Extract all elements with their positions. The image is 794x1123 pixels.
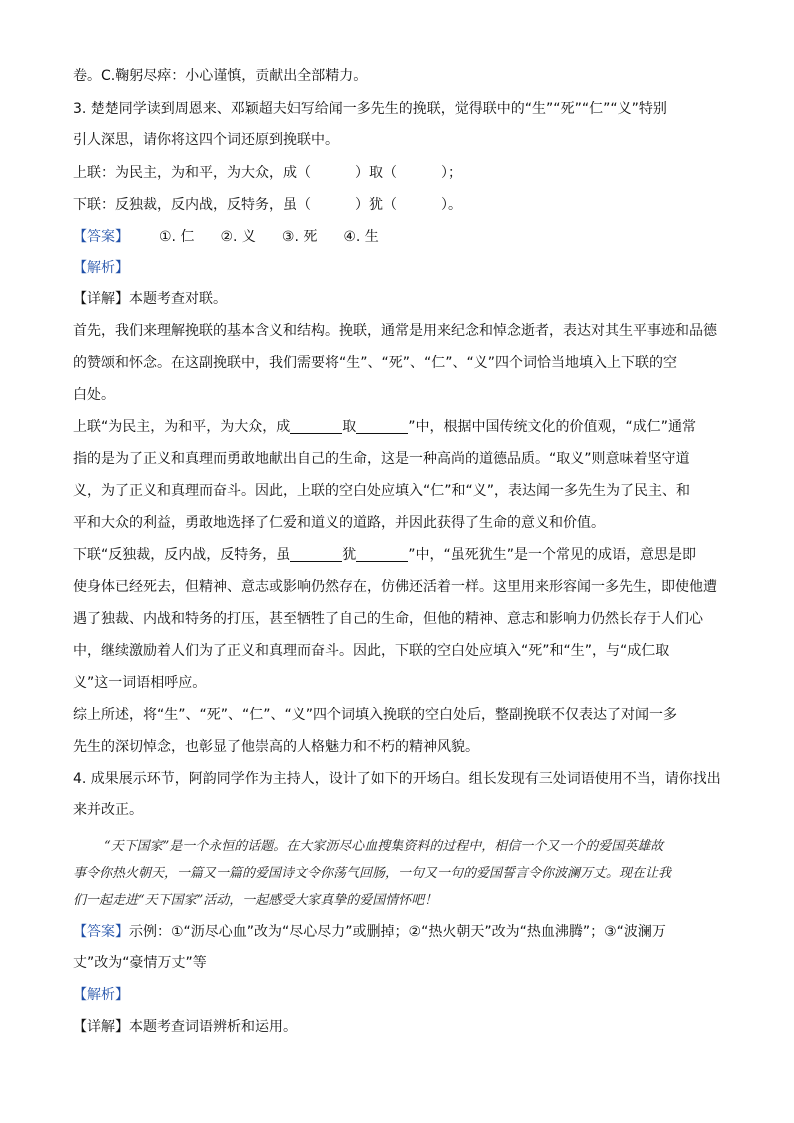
couplet-upper-part: 上联：为民主，为和平，为大众，成（ <box>73 165 311 181</box>
answer-text: 丈”改为“豪情万丈”等 <box>73 955 207 971</box>
quote-line: 们一起走进“天下国家”活动，一起感受大家真挚的爱国情怀吧！ <box>73 893 438 908</box>
paragraph-line: 首先，我们来理解挽联的基本含义和结构。挽联，通常是用来纪念和悼念逝者，表达对其生平事迹和品德 <box>73 323 717 339</box>
couplet-upper-part: ）取（ <box>355 165 397 181</box>
paragraph-line: 白处。 <box>73 387 115 403</box>
fill-blank <box>356 419 408 434</box>
analysis-label: 【解析】 <box>73 260 129 276</box>
text-line: 卷。C.鞠躬尽瘁：小心谨慎，贡献出全部精力。 <box>73 68 368 84</box>
analysis-label: 【解析】 <box>73 987 129 1003</box>
paragraph-line: 综上所述，将“生”、“死”、“仁”、“义”四个词填入挽联的空白处后，整副挽联不仅表达了对闻一多 <box>73 707 678 723</box>
detail-label: 【详解】 <box>73 1019 129 1035</box>
answer-item: ①. 仁 <box>159 229 195 245</box>
paragraph-line: 先生的深切悼念，也彰显了他崇高的人格魅力和不朽的精神风貌。 <box>73 739 479 755</box>
paragraph-line: 指的是为了正义和真理而勇敢地献出自己的生命，这是一种高尚的道德品质。“取义”则意味着坚守道 <box>73 451 690 467</box>
quote-line: “天下国家”是一个永恒的话题。在大家沥尽心血搜集资料的过程中，相信一个又一个的爱国英雄故 <box>104 839 664 854</box>
answer-label: 【答案】 <box>73 924 129 940</box>
paragraph-line: 使身体已经死去，但精神、意志或影响仍然存在，仿佛还活着一样。这里用来形容闻一多先生，即使他遭 <box>73 579 717 595</box>
fill-blank <box>290 547 342 562</box>
question-3-text: 3. 楚楚同学读到周恩来、邓颖超夫妇写给闻一多先生的挽联，觉得联中的“生”“死”“仁”“义”特别 <box>73 101 667 117</box>
detail-text: 本题考查词语辨析和运用。 <box>129 1019 297 1035</box>
fill-blank <box>356 547 408 562</box>
answer-text: 示例：①“沥尽心血”改为“尽心尽力”或删掉；②“热火朝天”改为“热血沸腾”；③“波澜万 <box>129 924 666 940</box>
paragraph-segment: 取 <box>342 419 357 435</box>
detail-row <box>73 1017 297 1037</box>
answer-item: ④. 生 <box>343 229 379 245</box>
paragraph-segment: 下联“反独裁，反内战，反特务，虽 <box>73 547 291 563</box>
paragraph-line <box>73 545 696 565</box>
paragraph-line: 义”这一词语相呼应。 <box>73 675 207 691</box>
answer-row <box>73 922 666 942</box>
detail-label: 【详解】 <box>73 291 129 307</box>
paragraph-segment: ”中，“虽死犹生”是一个常见的成语，意思是即 <box>408 547 697 563</box>
couplet-upper <box>73 163 462 183</box>
answer-row <box>73 227 405 247</box>
question-4-text: 来并改正。 <box>73 802 143 818</box>
couplet-upper-part: ）； <box>441 165 462 181</box>
paragraph-line <box>73 417 696 437</box>
answer-item: ②. 义 <box>220 229 256 245</box>
answer-item: ③. 死 <box>281 229 318 245</box>
paragraph-line: 遇了独裁、内战和特务的打压，甚至牺牲了自己的生命，但他的精神、意志和影响力仍然长存于人们心 <box>73 611 703 627</box>
question-3-text: 引人深思，请你将这四个词还原到挽联中。 <box>73 132 339 148</box>
paragraph-segment: 上联“为民主，为和平，为大众，成 <box>73 419 291 435</box>
question-4-text: 4. 成果展示环节，阿韵同学作为主持人，设计了如下的开场白。组长发现有三处词语使用不当，请你找出 <box>73 771 721 787</box>
paragraph-line: 中，继续激励着人们为了正义和真理而奋斗。因此，下联的空白处应填入“死”和“生”，与“成仁取 <box>73 643 670 659</box>
paragraph-segment: ”中，根据中国传统文化的价值观，“成仁”通常 <box>408 419 697 435</box>
couplet-lower <box>73 195 462 215</box>
couplet-lower-part: ）。 <box>441 197 462 213</box>
quote-line: 事令你热火朝天，一篇又一篇的爱国诗文令你荡气回肠，一句又一句的爱国誓言令你波澜万丈。现在让我 <box>73 866 672 881</box>
couplet-lower-part: 下联：反独裁，反内战，反特务，虽（ <box>73 197 311 213</box>
paragraph-segment: 犹 <box>342 547 357 563</box>
paragraph-line: 义，为了正义和真理而奋斗。因此，上联的空白处应填入“仁”和“义”，表达闻一多先生为了民主、和 <box>73 483 691 499</box>
detail-text: 本题考查对联。 <box>129 291 227 307</box>
paragraph-line: 平和大众的利益，勇敢地选择了仁爱和道义的道路，并因此获得了生命的意义和价值。 <box>73 515 605 531</box>
paragraph-line: 的赞颂和怀念。在这副挽联中，我们需要将“生”、“死”、“仁”、“义”四个词恰当地填入上下联的空 <box>73 355 678 371</box>
detail-row <box>73 289 227 309</box>
fill-blank <box>290 419 342 434</box>
couplet-lower-part: ）犹（ <box>355 197 397 213</box>
answer-label: 【答案】 <box>73 229 129 245</box>
